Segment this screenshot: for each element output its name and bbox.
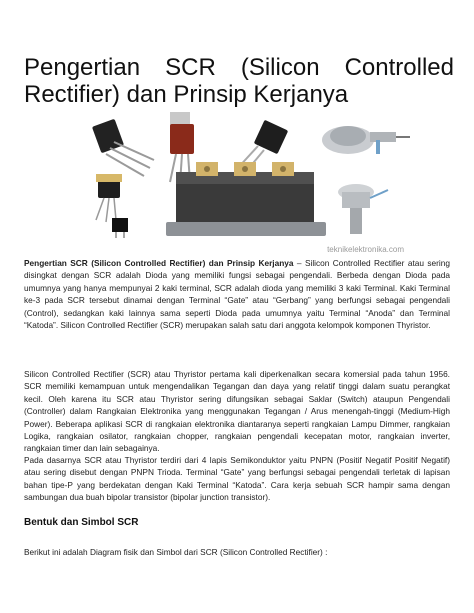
paragraph-history: Silicon Controlled Rectifier (SCR) atau Thyristor pertama kali diperkenalkan secara komersial pada tahun 1956. SCR memiliki kemampuan untuk mengendalikan Tegangan dan daya yang relatif tinggi dalam suatu perangkat kecil. Oleh karena itu SCR atau Thyristor sering difungsikan sebagai Saklar (Switch) ataupun Pengendali (Controller) dalam Rangkaian Elektronika yang menggunakan Tegangan / Arus menengah-tinggi (Medium-High Power). Beberapa aplikasi SCR di rangkaian elektronika diantaranya seperti rangkaian Lampu Dimmer, rangkaian Logika, rangkaian osilator, rangkaian chopper, rangkaian pengendali kecepatan motor, rangkaian inverter, rangkaian timer dan lain sebagainya. (24, 369, 450, 454)
paragraph-intro (24, 257, 450, 331)
section-heading: Bentuk dan Simbol SCR (24, 517, 139, 528)
intro-text: – Silicon Controlled Rectifier atau sering disingkat dengan SCR adalah Dioda yang memiliki fungsi sebagai pengendali. Berbeda dengan Dioda pada umumnya yang hanya mempunyai 2 kaki terminal, SCR adalah dioda yang memiliki 3 kaki Terminal. Kaki Terminal ke-3 pada SCR tersebut dinamai dengan Terminal “Gate” atau “Gerbang” yang berfungsi sebagai pengendali (Control), sedangkan kaki lainnya sama seperti Dioda pada umumnya yaitu Terminal “Anoda” dan Terminal “Katoda”. Silicon Controlled Rectifier (SCR) merupakan salah satu dari anggota kelompok komponen Thyristor. (24, 258, 450, 331)
page-title: Pengertian SCR (Silicon Controlled Rectifier) dan Prinsip Kerjanya (24, 54, 454, 108)
paragraph-diagram-intro: Berikut ini adalah Diagram fisik dan Simbol dari SCR (Silicon Controlled Rectifier) : (24, 547, 328, 557)
scr-power-module (166, 162, 326, 236)
scr-illustration (58, 110, 414, 260)
paragraph-structure: Pada dasarnya SCR atau Thyristor terdiri dari 4 lapis Semikonduktor yaitu PNPN (Positif Negatif Positif Negatif) atau sering disebut dengan PNPN Trioda. Terminal “Gate” yang berfungsi sebagai pengendali terletak di lapisan bahan tipe-P yang berdekatan dengan Kaki Terminal “Katoda”. Cara kerja sebuah SCR hampir sama dengan sambungan dua buah bipolar transistor (bipolar junction transistor). (24, 455, 450, 503)
stud-scr-large (322, 126, 410, 154)
stud-scr-threaded (338, 184, 388, 234)
to220-black-scr (92, 119, 154, 176)
scr-components-photo (58, 110, 414, 260)
smd-scr (112, 218, 128, 238)
intro-bold-lead: Pengertian SCR (Silicon Controlled Rectifier) dan Prinsip Kerjanya (24, 258, 294, 268)
photo-watermark: teknikelektronika.com (327, 245, 404, 254)
to92-scr (96, 174, 122, 222)
